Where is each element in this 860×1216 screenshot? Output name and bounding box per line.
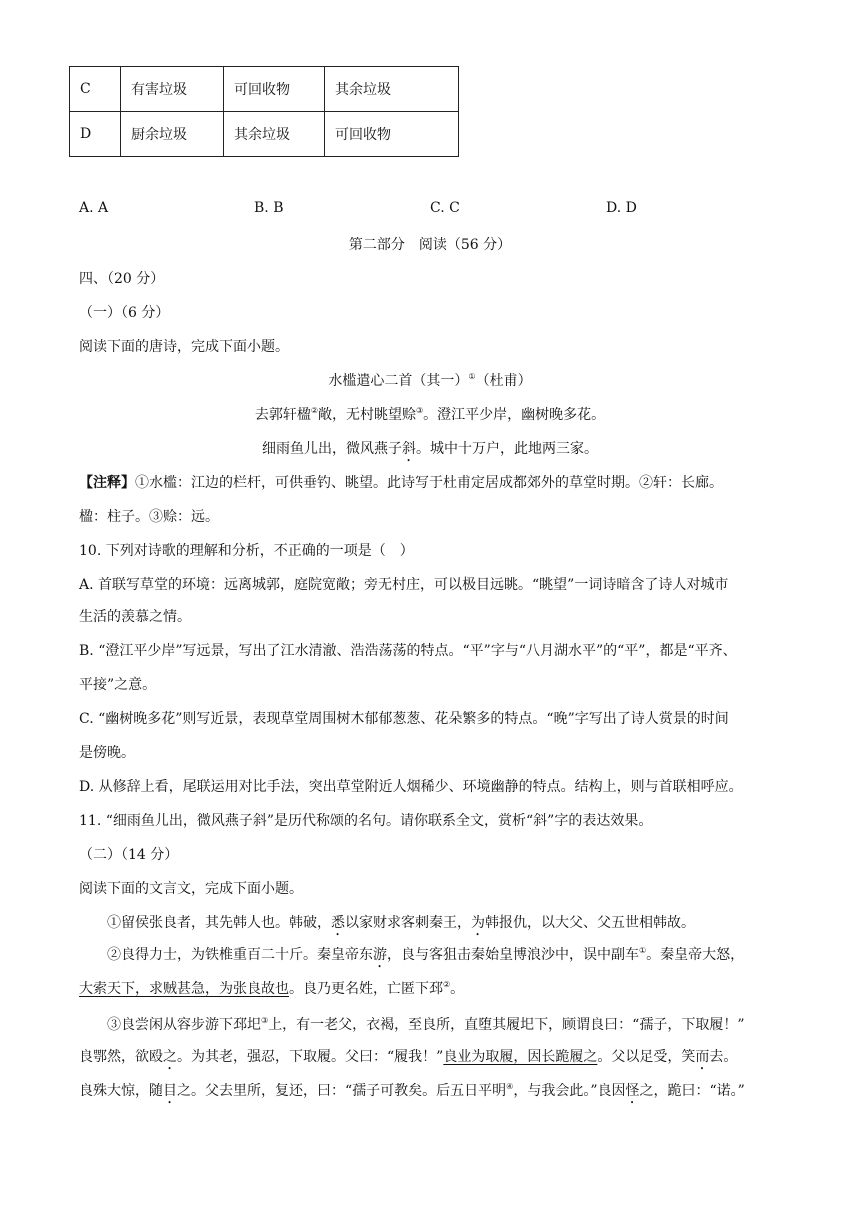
subsection-heading: （一）（6 分） xyxy=(79,305,170,321)
choice-c: C. C xyxy=(430,200,460,216)
table-row xyxy=(70,67,459,112)
paragraph-1: ①留侯张良者，其先韩人也。韩破，悉以家财求客刺秦王，为韩报仇，以大父、父五世相韩故。 xyxy=(107,915,695,931)
poem-line-1: 去郭轩楹②敞，无村眺望赊③。澄江平少岸，幽树晚多花。 xyxy=(254,406,606,423)
table-cell: 其余垃圾 xyxy=(325,67,459,112)
paragraph-3-cont: 良鄂然，欲殴之。为其老，强忍，下取履。父曰：“履我！”良业为取履，因长跪履之。父以足受，笑而去。 xyxy=(79,1049,738,1065)
table-cell: D xyxy=(70,112,121,157)
q10-option-c-cont: 是傍晚。 xyxy=(79,745,135,761)
part-title: 第二部分 阅读（56 分） xyxy=(348,237,512,253)
table-cell: C xyxy=(70,67,121,112)
instruction: 阅读下面的唐诗，完成下面小题。 xyxy=(79,339,289,355)
table-cell: 可回收物 xyxy=(224,67,325,112)
answer-options-table xyxy=(69,66,459,157)
q10-option-c: C. “幽树晚多花”则写近景，表现草堂周围树木郁郁葱葱、花朵繁多的特点。“晚”字写出了诗人赏景的时间 xyxy=(79,711,729,727)
poem-line-2: 细雨鱼儿出，微风燕子斜。城中十万户，此地两三家。 xyxy=(262,441,598,457)
paragraph-2: ②良得力士，为铁椎重百二十斤。秦皇帝东游，良与客狙击秦始皇博浪沙中，误中副车①。秦皇帝大怒， xyxy=(107,946,745,963)
section-heading: 四、（20 分） xyxy=(79,271,165,287)
instruction-2: 阅读下面的文言文，完成下面小题。 xyxy=(79,881,303,897)
table-cell: 其余垃圾 xyxy=(224,112,325,157)
table-row xyxy=(70,112,459,157)
choice-d: D. D xyxy=(606,200,637,216)
table-cell: 有害垃圾 xyxy=(121,67,224,112)
choice-a: A. A xyxy=(79,200,109,216)
annotation: 【注释】①水槛：江边的栏杆，可供垂钓、眺望。此诗写于杜甫定居成都郊外的草堂时期。②轩：长廊。 xyxy=(79,475,723,491)
paragraph-3: ③良尝闲从容步游下邳圯③上，有一老父，衣褐，至良所，直堕其履圯下，顾谓良曰：“孺子，下取履！” xyxy=(107,1016,745,1033)
poem-title: 水槛遣心二首（其一）①（杜甫） xyxy=(328,372,532,389)
table-cell: 厨余垃圾 xyxy=(121,112,224,157)
q10-option-d: D. 从修辞上看，尾联运用对比手法，突出草堂附近人烟稀少、环境幽静的特点。结构上，则与首联相呼应。 xyxy=(79,779,743,795)
q10-option-a-cont: 生活的羡慕之情。 xyxy=(79,609,191,625)
table-cell: 可回收物 xyxy=(325,112,459,157)
q10-option-a: A. 首联写草堂的环境：远离城郭，庭院宽敞；旁无村庄，可以极目远眺。“眺望”一词诗暗含了诗人对城市 xyxy=(79,577,729,593)
question-10-stem: 10. 下列对诗歌的理解和分析，不正确的一项是（ ） xyxy=(79,543,414,559)
paragraph-3-cont-2: 良殊大惊，随目之。父去里所，复还，曰：“孺子可教矣。后五日平明④，与我会此。”良因怪之，跪曰：“诺。” xyxy=(79,1082,745,1099)
subsection-heading-2: （二）（14 分） xyxy=(79,847,179,863)
paragraph-2-cont: 大索天下，求贼甚急，为张良故也。良乃更名姓，亡匿下邳②。 xyxy=(79,980,465,997)
annotation-cont: 楹：柱子。③赊：远。 xyxy=(79,509,219,525)
q10-option-b-cont: 平接”之意。 xyxy=(79,677,157,693)
question-11: 11. “细雨鱼儿出，微风燕子斜”是历代称颂的名句。请你联系全文，赏析“斜”字的表达效果。 xyxy=(79,813,653,829)
q10-option-b: B. “澄江平少岸”写远景，写出了江水清澈、浩浩荡荡的特点。“平”字与“八月湖水平”的“平”，都是“平齐、 xyxy=(79,643,737,659)
choice-b: B. B xyxy=(254,200,284,216)
